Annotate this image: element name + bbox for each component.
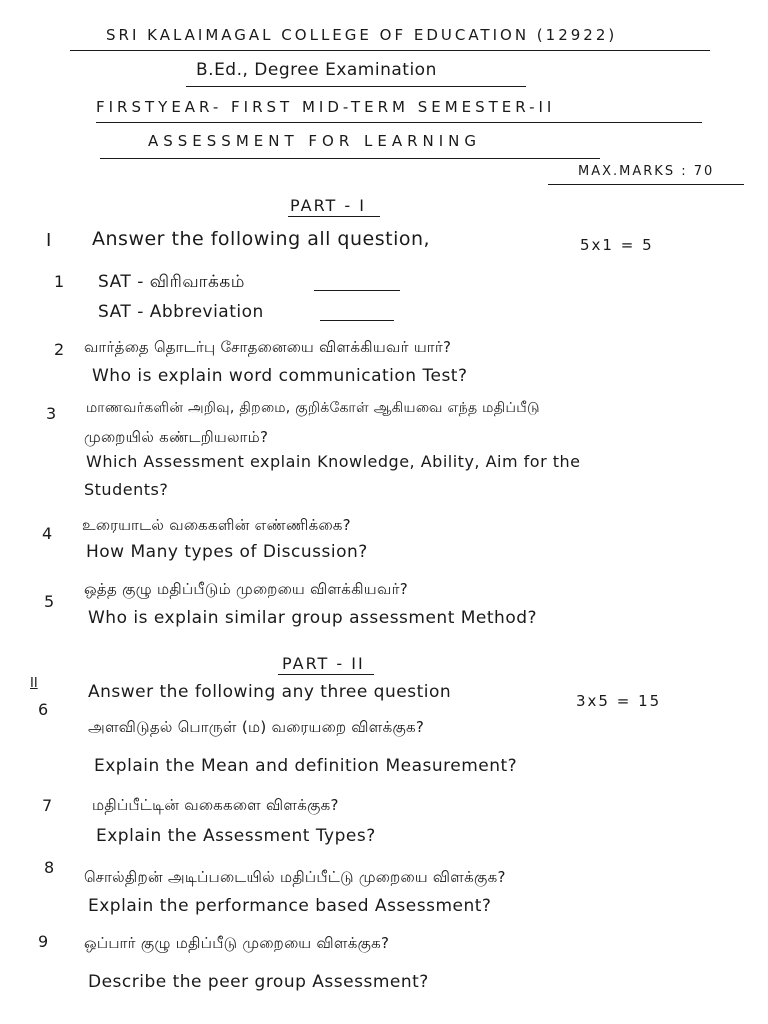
q8-number: 8 [44, 858, 55, 877]
q3-tamil: மாணவர்களின் அறிவு, திறமை, குறிக்கோள் ஆகியவை எந்த மதிப்பீடு [86, 400, 540, 416]
q8-english: Explain the performance based Assessment? [88, 896, 492, 916]
part1-instruction: Answer the following all question, [92, 228, 431, 250]
q2-number: 2 [54, 340, 65, 359]
q4-number: 4 [42, 524, 53, 543]
q1-tamil: SAT - விரிவாக்கம் [98, 272, 245, 292]
q2-tamil: வார்த்தை தொடர்பு சோதனையை விளக்கியவர் யார்? [84, 338, 452, 356]
college-name: SRI KALAIMAGAL COLLEGE OF EDUCATION (12922) [106, 26, 618, 44]
q9-tamil: ஒப்பார் குழு மதிப்பீடு முறையை விளக்குக? [84, 934, 390, 952]
term-title: FIRSTYEAR- FIRST MID-TERM SEMESTER-II [96, 98, 556, 116]
q9-english: Describe the peer group Assessment? [88, 972, 429, 992]
q7-tamil: மதிப்பீட்டின் வகைகளை விளக்குக? [92, 796, 339, 814]
q1-tamil-blank [314, 290, 400, 291]
part1-roman: I [46, 230, 52, 251]
part1-marks: 5x1 = 5 [580, 236, 654, 254]
term-underline [96, 122, 702, 123]
max-marks-underline [548, 184, 744, 185]
part2-roman: II [30, 676, 38, 691]
exam-title: B.Ed., Degree Examination [196, 60, 437, 80]
header-underline [70, 50, 710, 51]
part2-marks: 3x5 = 15 [576, 692, 662, 710]
exam-underline [186, 86, 526, 87]
part2-instruction: Answer the following any three question [88, 682, 452, 702]
q6-number: 6 [38, 700, 49, 719]
part1-title: PART - I [290, 196, 366, 215]
q3-tamil-cont: முறையில் கண்டறியலாம்? [84, 428, 269, 446]
q1-english-blank [320, 320, 394, 321]
q5-number: 5 [44, 592, 55, 611]
q3-number: 3 [46, 404, 57, 423]
subject-title: ASSESSMENT FOR LEARNING [148, 132, 482, 150]
subject-underline [100, 158, 600, 159]
q3-english-cont: Students? [84, 480, 169, 499]
max-marks: MAX.MARKS : 70 [578, 164, 715, 179]
q4-tamil: உரையாடல் வகைகளின் எண்ணிக்கை? [82, 516, 351, 534]
part2-underline [278, 674, 374, 675]
q6-english: Explain the Mean and definition Measurement? [94, 756, 518, 776]
q8-tamil: சொல்திறன் அடிப்படையில் மதிப்பீட்டு முறையை விளக்குக? [84, 868, 506, 886]
q9-number: 9 [38, 932, 49, 951]
q4-english: How Many types of Discussion? [86, 542, 368, 562]
part1-underline [288, 216, 380, 217]
q3-english: Which Assessment explain Knowledge, Ability, Aim for the [86, 452, 581, 471]
q7-number: 7 [42, 796, 53, 815]
q7-english: Explain the Assessment Types? [96, 826, 376, 846]
q5-tamil: ஒத்த குழு மதிப்பீடும் முறையை விளக்கியவர்? [84, 580, 409, 598]
q6-tamil: அளவிடுதல் பொருள் (ம) வரையறை விளக்குக? [88, 718, 425, 736]
q2-english: Who is explain word communication Test? [92, 366, 468, 386]
q5-english: Who is explain similar group assessment Method? [88, 608, 538, 628]
part2-title: PART - II [282, 654, 365, 673]
q1-number: 1 [54, 272, 65, 291]
q1-english: SAT - Abbreviation [98, 302, 264, 322]
